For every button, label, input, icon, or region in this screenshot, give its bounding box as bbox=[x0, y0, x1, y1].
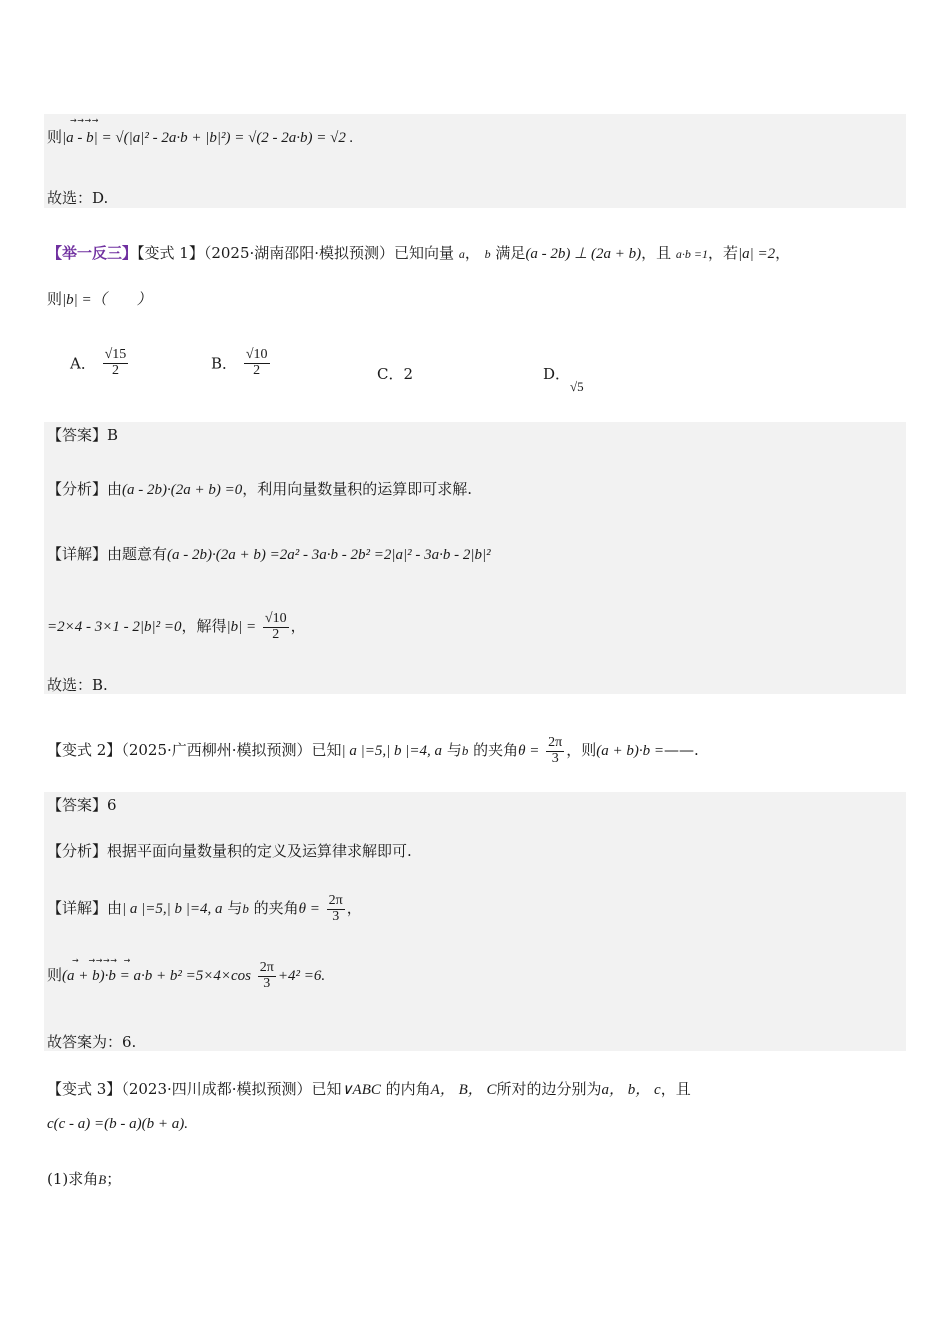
variant2-analysis: 【分析】根据平面向量数量积的定义及运算律求解即可. bbox=[47, 842, 412, 860]
variant1-stem: 【举一反三】【变式 1】（2025·湖南邵阳·模拟预测）已知向量 a， b 满足(a - 2b) ⊥ (2a + b)，且 a·b =1，若|a| =2， bbox=[47, 244, 791, 262]
variant2-answer: 【答案】6 bbox=[47, 796, 117, 814]
variant1-analysis: 【分析】由(a - 2b)·(2a + b) =0，利用向量数量积的运算即可求解. bbox=[47, 480, 473, 498]
block1-conclusion: 故选：D. bbox=[47, 189, 109, 207]
variant1-question: 则|b| =（ ） bbox=[47, 290, 152, 308]
variant2-stem: 【变式 2】（2025·广西柳州·模拟预测）已知| a |=5,| b |=4, a 与b 的夹角θ = $\frac{2\pi}{3}$ ，则(a + b)·b =——. bbox=[47, 735, 699, 766]
variant2-detail-line2: 则(a + b)·b = a·b + b² =5×4×cos $\frac{2\pi}{3}$ +4² =6. bbox=[47, 960, 326, 991]
block1-equation: 则|a - b| = √(|a|² - 2a·b + |b|²) = √(2 - 2a·b) = √2 . bbox=[47, 128, 354, 146]
variant3-question-1: (1)求角B； bbox=[47, 1170, 122, 1188]
variant2-conclusion: 故答案为：6. bbox=[47, 1033, 137, 1051]
variant1-answer: 【答案】B bbox=[47, 426, 119, 444]
variant3-stem: 【变式 3】（2023·四川成都·模拟预测）已知∨ABC 的内角A， B， C所对的边分别为a， b， c，且 bbox=[47, 1080, 691, 1098]
block1-math: |a - b| = √(|a|² - 2a·b + |b|²) = √(2 - 2a·b) = √2 . bbox=[62, 130, 354, 146]
option-b[interactable]: B． $\frac{√10}{2}$ bbox=[211, 347, 268, 378]
option-c[interactable]: C．2 bbox=[377, 365, 414, 383]
variant1-conclusion: 故选：B. bbox=[47, 676, 108, 694]
variant2-detail: 【详解】由| a |=5,| b |=4, a 与b 的夹角θ = $\frac{2\pi}{3}$ ， bbox=[47, 893, 362, 924]
variant3-equation: c(c - a) =(b - a)(b + a). bbox=[47, 1116, 189, 1132]
variant1-detail-line2: =2×4 - 3×1 - 2|b|² =0，解得|b| = $\frac{√10}{2}$ ， bbox=[47, 611, 306, 642]
option-d[interactable]: D．√5 bbox=[543, 365, 584, 394]
variant1-detail: 【详解】由题意有(a - 2b)·(2a + b) =2a² - 3a·b - 2b² =2|a|² - 3a·b - 2|b|² bbox=[47, 545, 491, 563]
vector-arrows: → → → → bbox=[70, 116, 98, 125]
vector-arrows-2: → → → → → → bbox=[72, 956, 130, 965]
option-a[interactable]: A． $\frac{√15}{2}$ bbox=[70, 347, 127, 378]
